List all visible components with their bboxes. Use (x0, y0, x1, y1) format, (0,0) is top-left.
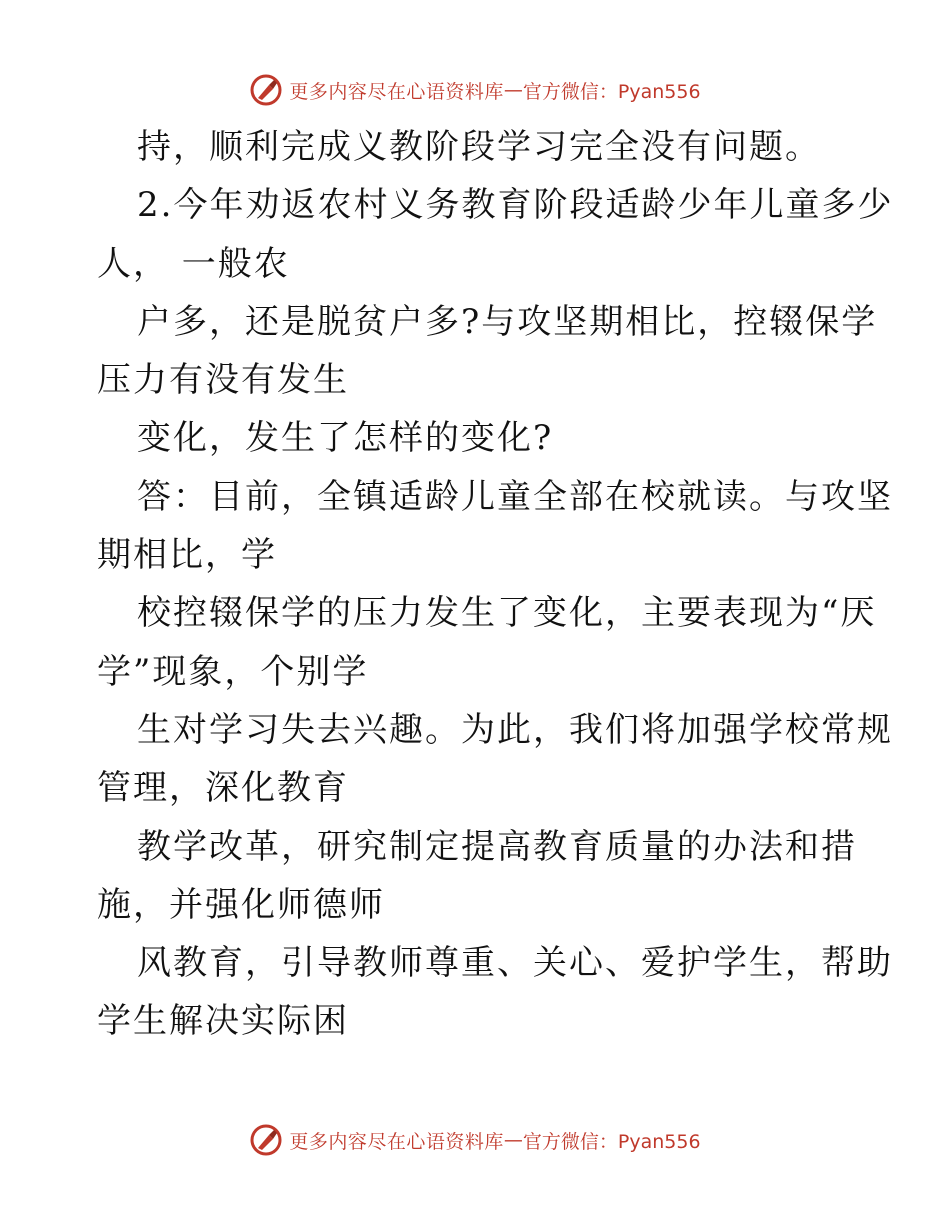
body-line: 答：目前，全镇适龄儿童全部在校就读。与攻坚 (137, 476, 893, 517)
body-line: 施，并强化师德师 (97, 884, 385, 925)
document-body (97, 118, 894, 1051)
watermark-separator: — (503, 79, 523, 101)
body-line: 户多，还是脱贫户多?与攻坚期相比，控辍保学 (137, 301, 878, 342)
header-watermark (0, 70, 950, 110)
body-line: 生对学习失去兴趣。为此，我们将加强学校常规 (137, 709, 893, 750)
body-line: 风教育，引导教师尊重、关心、爱护学生，帮助 (137, 943, 893, 984)
body-line: 人， 一般农 (97, 243, 290, 284)
watermark-separator: — (503, 1129, 523, 1151)
body-line: 学”现象，个别学 (97, 651, 369, 692)
body-line: 压力有没有发生 (97, 360, 349, 401)
footer-watermark (0, 1120, 950, 1160)
body-line: 变化，发生了怎样的变化? (137, 418, 554, 459)
body-line: 管理，深化教育 (97, 768, 349, 809)
body-line: 学生解决实际困 (97, 1001, 349, 1042)
body-line: 教学改革，研究制定提高教育质量的办法和措 (137, 826, 857, 867)
watermark-text: 更多内容尽在心语资料库 (289, 1130, 504, 1153)
watermark-text: 更多内容尽在心语资料库 (289, 80, 504, 103)
pen-nib-seal-icon (249, 73, 283, 107)
body-line: 2.今年劝返农村义务教育阶段适龄少年儿童多少 (137, 185, 894, 226)
body-line: 持，顺利完成义教阶段学习完全没有问题。 (137, 127, 821, 167)
pen-nib-seal-icon (249, 1123, 283, 1157)
watermark-contact: 官方微信：Pyan556 (522, 1130, 701, 1153)
body-line: 期相比，学 (97, 535, 277, 576)
body-line: 校控辍保学的压力发生了变化，主要表现为“厌 (137, 593, 877, 634)
watermark-contact: 官方微信：Pyan556 (522, 80, 701, 103)
